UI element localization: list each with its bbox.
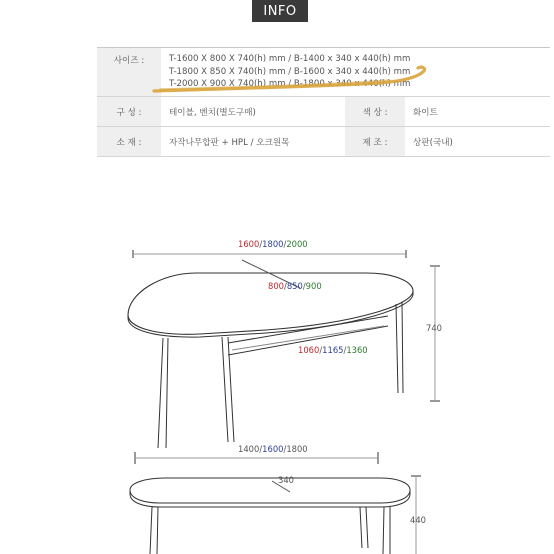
size-values — [161, 48, 410, 96]
table-width-label: 800/850/900 — [268, 281, 322, 291]
composition-value: 테이블, 벤치(별도구매) — [169, 107, 256, 118]
table-leg-front-left — [158, 338, 168, 448]
composition-label: 구 성 : — [97, 97, 161, 126]
color-label: 색 상 : — [345, 97, 405, 126]
composition-row — [97, 97, 550, 127]
bench-top-edge — [130, 490, 410, 507]
table-height-label: 740 — [426, 323, 442, 333]
spec-table — [97, 47, 550, 157]
color-value: 화이트 — [413, 107, 438, 118]
bench-leg-right — [360, 507, 368, 548]
bench-leg-right-back — [383, 507, 390, 554]
bench-length-label: 1400/1600/1800 — [238, 444, 308, 454]
size-line: T-1600 X 800 X 740(h) mm / B-1400 x 340 x 440(h) mm — [169, 54, 411, 65]
maker-label: 제 조 : — [345, 127, 405, 156]
size-line: T-1800 X 850 X 740(h) mm / B-1600 x 340 x 440(h) mm — [169, 66, 411, 77]
material-row — [97, 127, 550, 157]
bench-leg-left — [150, 507, 158, 554]
info-tab: INFO — [252, 0, 308, 22]
table-leg-right — [396, 302, 403, 393]
bench-top — [130, 478, 410, 503]
size-row — [97, 48, 550, 97]
table-leg-back-left — [222, 337, 234, 442]
table-drawing — [128, 250, 440, 448]
size-line: T-2000 X 900 X 740(h) mm / B-1800 x 340 x 440(h) mm — [169, 79, 411, 90]
material-value: 자작나무합판 + HPL / 오크원목 — [169, 137, 290, 148]
maker-value: 상판(국내) — [413, 137, 453, 148]
table-length-label: 1600/1800/2000 — [238, 239, 308, 249]
dimension-drawing — [0, 230, 554, 554]
bench-drawing — [130, 452, 421, 554]
size-label: 사이즈 : — [97, 48, 161, 96]
bench-depth-label: 340 — [278, 475, 294, 485]
material-label: 소 재 : — [97, 127, 161, 156]
bench-height-label: 440 — [410, 515, 426, 525]
table-inner-label: 1060/1165/1360 — [298, 345, 368, 355]
